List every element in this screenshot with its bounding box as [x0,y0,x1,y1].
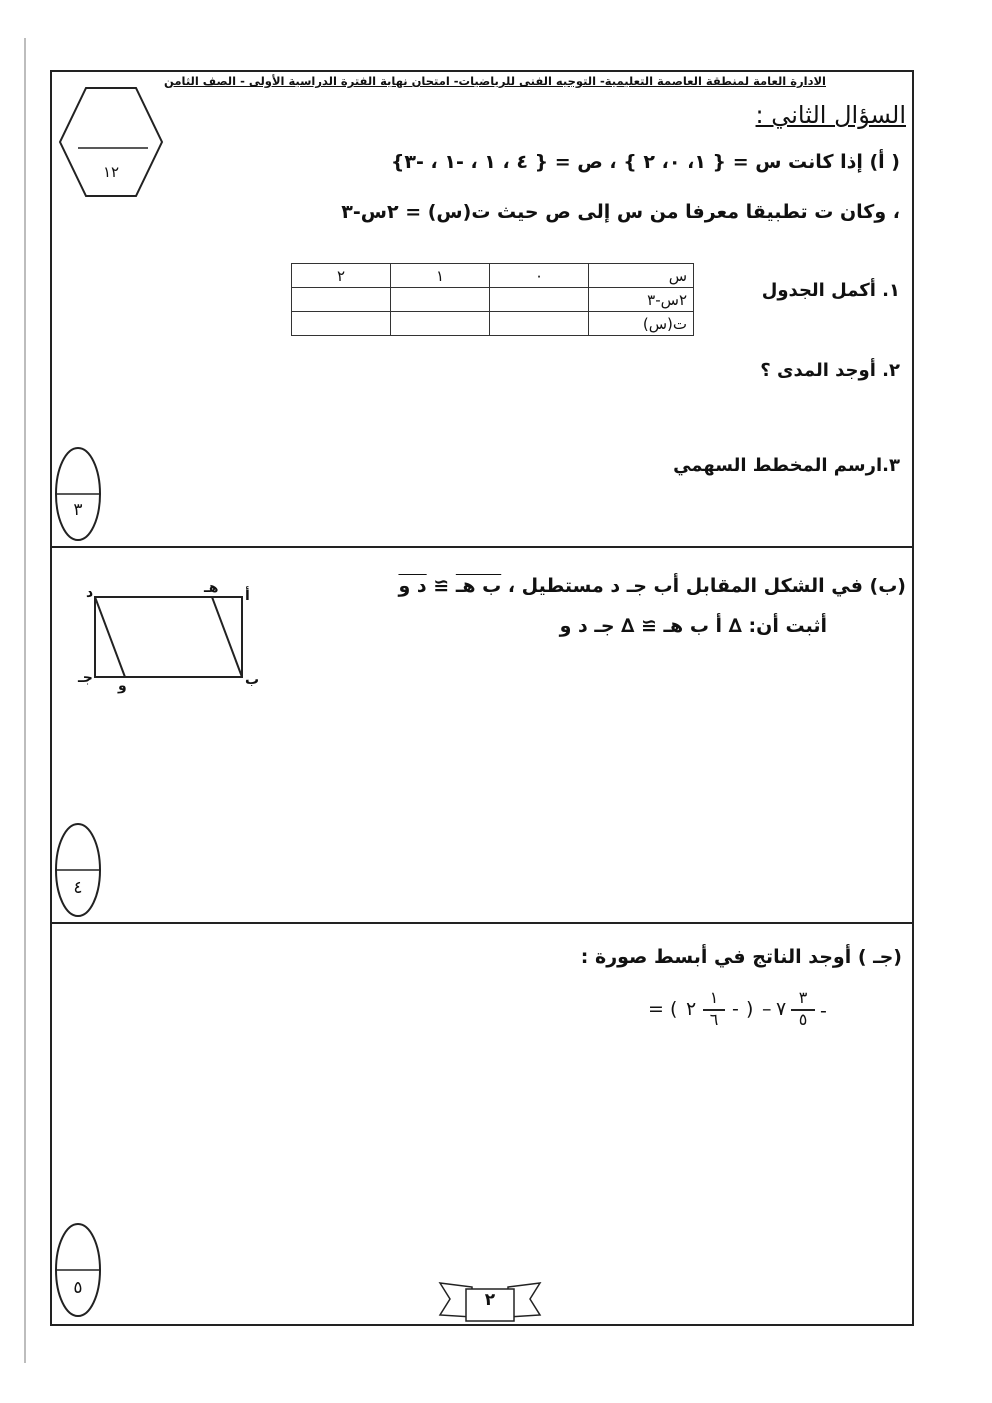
table-col-1: ١ [391,264,490,288]
table-cell[interactable] [490,288,589,312]
segment-bh: ب هـ [455,575,502,597]
congruent-symbol: ≅ [433,575,450,597]
paren-close: ( [670,998,678,1020]
total-score-hexagon [58,86,164,198]
section-divider-2 [50,922,914,924]
whole-2: ٢ [686,998,697,1020]
table-cell[interactable] [292,288,391,312]
vertex-label-a: أ [245,588,250,604]
vertex-label-j: جـ [78,670,93,686]
table-col-0: ٠ [490,264,589,288]
minus-sign-2: – [762,998,772,1020]
vertex-label-w: و [118,678,127,694]
score-oval-b [54,822,102,918]
segment-dw: د و [398,575,427,597]
part-a-item-1: ١. أكمل الجدول [761,280,900,301]
paren-open: ) [746,998,754,1020]
score-b-value: ٤ [73,878,83,898]
table-cell[interactable] [391,288,490,312]
vertex-label-b: ب [245,672,260,688]
score-c-value: ٥ [73,1278,83,1298]
fraction-1-numerator: ٣ [798,988,808,1007]
page-number: ٢ [484,1290,496,1310]
part-c-line-1: (جـ ) أوجد الناتج في أبسط صورة : [580,946,902,968]
score-oval-a [54,446,102,542]
vertex-label-d: د [86,585,94,601]
question-title: السؤال الثاني : [755,101,906,129]
part-a-line-1: ( أ) إذا كانت س = { ١، ٠، ٢ } ، ص = { ٤ ، ١ ، -١ ، -٣} [390,151,900,173]
exam-header: الادارة العامة لمنطقة العاصمة التعليمية- التوجيه الفنى للرياضيات- امتحان نهاية الفترة الدراسية الأولى - الصف الثامن [164,74,826,88]
table-cell[interactable] [490,312,589,336]
page-edge-line [24,38,26,1363]
part-b-line-2: أثبت أن: ∆ أ ب هـ ≅ ∆ جـ د و [559,615,827,637]
table-cell[interactable] [391,312,490,336]
equals-sign: = [648,998,664,1020]
section-divider-1 [50,546,914,548]
rectangle-figure [80,578,270,698]
fraction-2-numerator: ١ [709,988,719,1007]
values-table [291,263,694,336]
minus-sign-1: - [820,1000,827,1022]
part-a-line-2: ، وكان ت تطبيقا معرفا من س إلى ص حيث ت(س) = ٢س-٣ [341,201,900,223]
fraction-1-denominator: ٥ [798,1010,808,1029]
part-b-line-1 [398,575,906,597]
table-cell[interactable] [292,312,391,336]
score-oval-c [54,1222,102,1318]
exam-frame [50,70,914,1326]
part-b-prefix: (ب) في الشكل المقابل أب جـ د مستطيل ، [501,575,906,597]
fraction-2-denominator: ٦ [709,1010,719,1029]
minus-sign-3: - [732,998,739,1020]
vertex-label-h: هـ [204,580,219,596]
table-header-x: س [589,264,694,288]
part-a-item-3: ٣.ارسم المخطط السهمي [673,455,900,476]
whole-1: ٧ [776,998,787,1020]
part-a-item-2: ٢. أوجد المدى ؟ [760,360,900,381]
expression [640,988,840,1038]
table-header-expression: ٢س-٣ [589,288,694,312]
table-header-fx: ت(س) [589,312,694,336]
score-a-value: ٣ [73,500,83,520]
total-score-value: ١٢ [102,163,120,181]
table-col-2: ٢ [292,264,391,288]
